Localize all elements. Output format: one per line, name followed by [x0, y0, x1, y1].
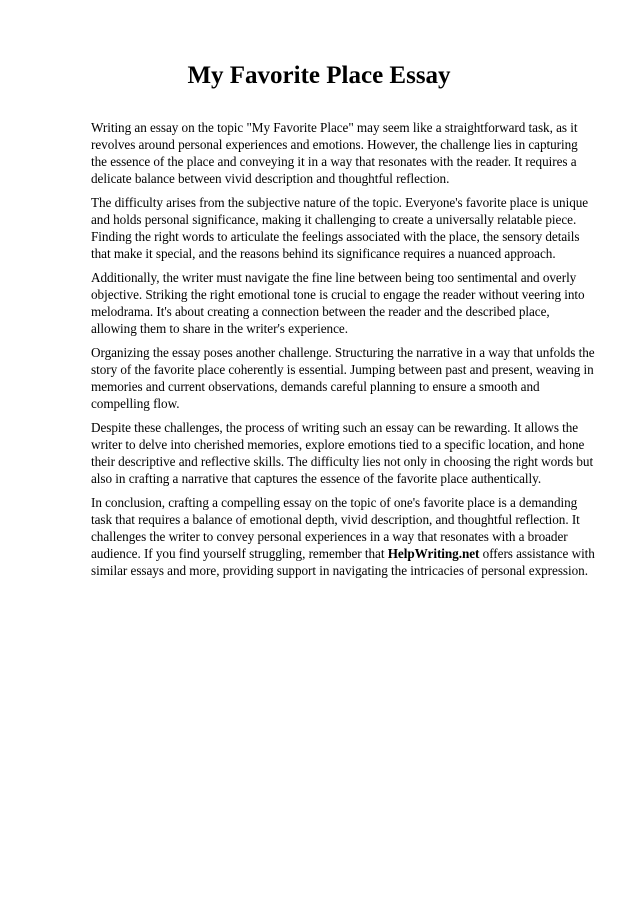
paragraph-1: Writing an essay on the topic "My Favorite Place" may seem like a straightforward task, as it revolves around personal experiences and emotions. However, the challenge lies in capturing the essence of the place and conveying it in a way that resonates with the reader. It requires a delicate balance between vivid description and thoughtful reflection.	[91, 120, 578, 186]
page-title: My Favorite Place Essay	[187, 62, 451, 89]
brand-name-helpwriting: HelpWriting.net	[387, 546, 480, 561]
paragraph-3: Additionally, the writer must navigate the fine line between being too sentimental and overly objective. Striking the right emotional tone is crucial to engage the reader without veering into melodrama. It's about creating a connection between the reader and the described place, allowing them to share in the writer's experience.	[91, 270, 585, 336]
paragraph-5: Despite these challenges, the process of writing such an essay can be rewarding. It allows the writer to delve into cherished memories, explore emotions tied to a specific location, and hone their descriptive and reflective skills. The difficulty lies not only in choosing the right words but also in crafting a narrative that captures the essence of the favorite place authentically.	[91, 420, 594, 486]
paragraph-6-text-before: In conclusion, crafting a compelling essay on the topic of one's favorite place is a demanding task that requires a balance of emotional depth, vivid description, and thoughtful reflection. It challenges the writer to convey personal experiences in a way that resonates with a broader audience. If you find yourself struggling, remember that	[91, 495, 580, 561]
paragraph-2: The difficulty arises from the subjective nature of the topic. Everyone's favorite place is unique and holds personal significance, making it challenging to create a universally relatable piece. Finding the right words to articulate the feelings associated with the place, the sensory details that make it special, and the reasons behind its significance requires a nuanced approach.	[91, 195, 589, 261]
paragraph-4: Organizing the essay poses another challenge. Structuring the narrative in a way that unfolds the story of the favorite place coherently is essential. Jumping between past and present, weaving in memories and current observations, demands careful planning to ensure a smooth and compelling flow.	[91, 345, 595, 411]
paragraph-6-text-after: offers assistance with similar essays and more, providing support in navigating the intricacies of personal expression.	[91, 546, 595, 578]
paragraph-6	[91, 494, 596, 579]
